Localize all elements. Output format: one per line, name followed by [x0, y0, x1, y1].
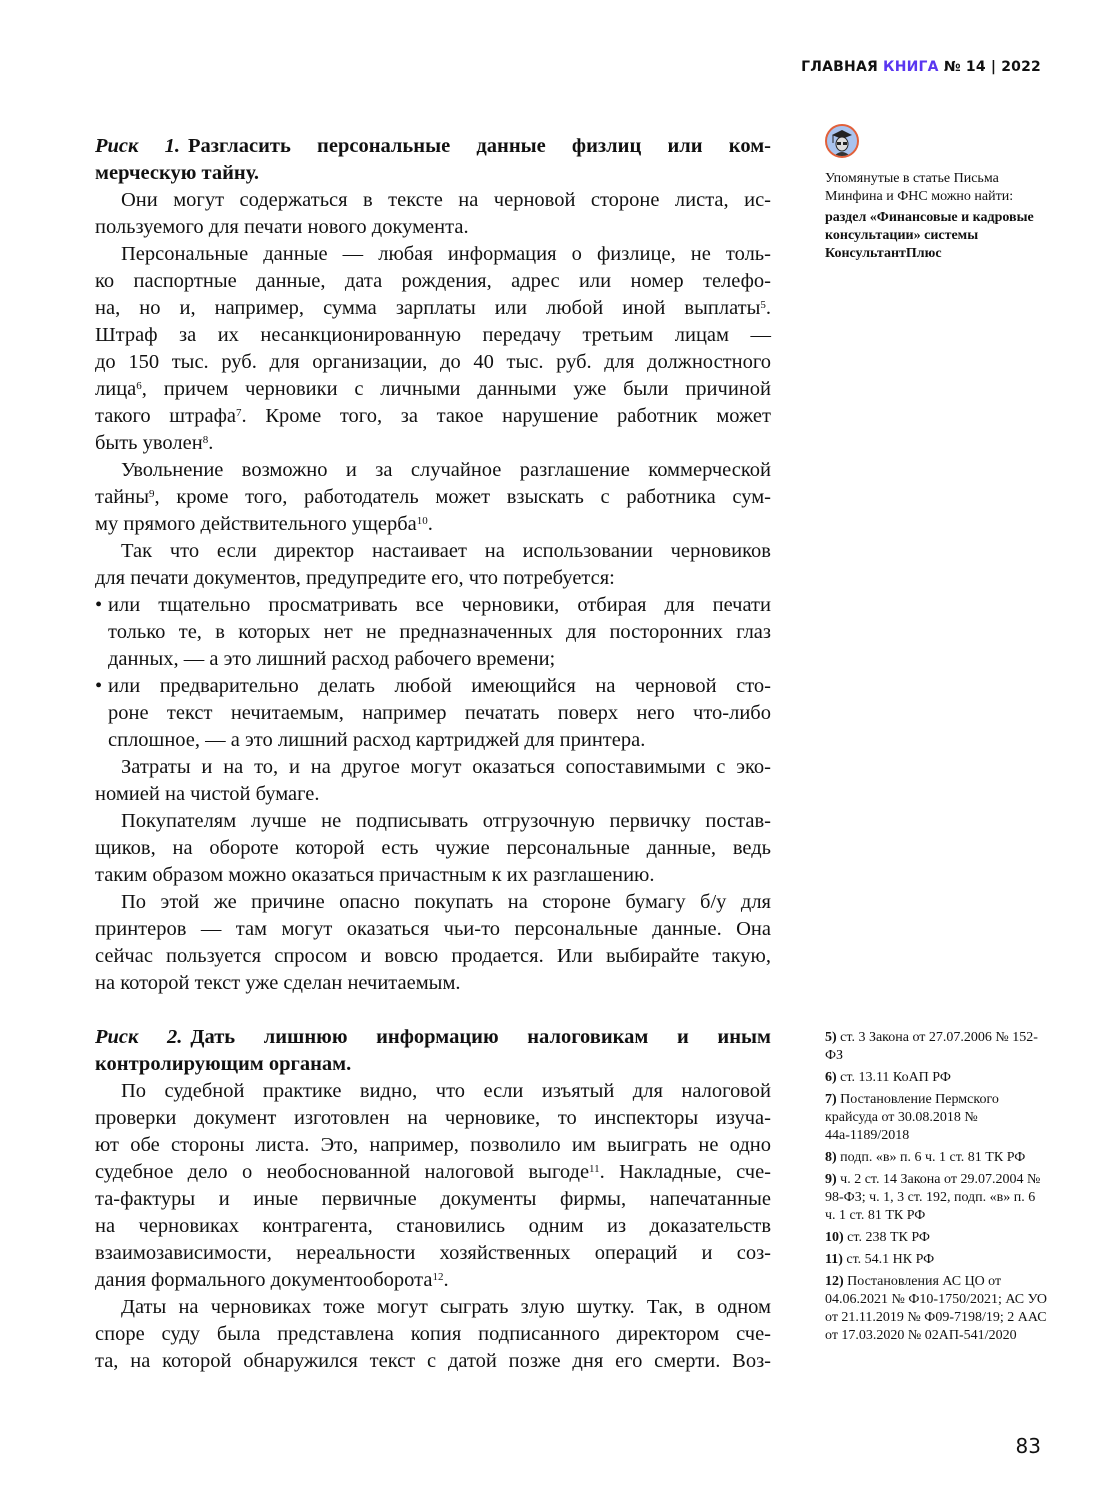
footnotes: [825, 1029, 1047, 1349]
bullet-item: [95, 592, 771, 673]
footnote-ref: 11: [589, 1163, 600, 1175]
footnote-text: ст. 54.1 НК РФ: [846, 1252, 935, 1267]
text-line: • или предварительно делать любой имеющийся на черновой сто-: [108, 675, 771, 697]
footnote: [825, 1029, 1047, 1065]
text-line: Затраты и на то, и на другое могут оказаться сопоставимыми с эко-: [121, 756, 771, 778]
text-line: дания формального документооборота$^{12}$.: [95, 1269, 449, 1291]
footnote-ref: 7: [236, 407, 242, 419]
text-line: для печати документов, предупредите его, что потребуется:: [95, 567, 615, 589]
article-body: [95, 133, 771, 1375]
footnote-number: 12): [825, 1274, 848, 1289]
text-line: на которой текст уже сделан нечитаемым.: [95, 972, 461, 994]
text-line: пользуемого для печати нового документа.: [95, 216, 469, 238]
text-line: та-фактуры и иные первичные документы фирмы, напечатанные: [95, 1188, 771, 1210]
paragraph: [95, 808, 771, 889]
footnote-number: 6): [825, 1070, 841, 1085]
footnote-text: ч. 2 ст. 14 Закона от 29.07.2004 № 98-ФЗ; ч. 1, 3 ст. 192, подп. «в» п. 6 ч. 1 ст. 81 ТК РФ: [825, 1172, 1041, 1223]
footnote-ref: 12: [432, 1271, 444, 1283]
footnote-ref: 8: [202, 434, 209, 446]
text-line: принтеров — там могут оказаться чьи-то персональные данные. Она: [95, 918, 771, 940]
sidebar-note-source: [825, 209, 1050, 263]
footnote-number: 11): [825, 1252, 847, 1267]
text-line: Покупателям лучше не подписывать отгрузочную первичку постав-: [121, 810, 771, 832]
footnote-number: 9): [825, 1172, 841, 1187]
footnote-text: Постановление Пермского крайсуда от 30.08.2018 № 44а-1189/2018: [825, 1092, 999, 1143]
footnote-text: подп. «в» п. 6 ч. 1 ст. 81 ТК РФ: [840, 1150, 1026, 1165]
text-line: до 150 тыс. руб. для организации, до 40 тыс. руб. для должностного: [95, 351, 771, 373]
running-header: [801, 59, 1041, 75]
footnote: [825, 1251, 1047, 1269]
section-heading: [95, 1024, 771, 1078]
text-line: сплошное, — а это лишний расход картриджей для принтера.: [108, 729, 646, 751]
text-line: му прямого действительного ущерба$^{10}$.: [95, 513, 433, 535]
footnote: [825, 1091, 1047, 1145]
footnote-text: ст. 13.11 КоАП РФ: [840, 1070, 951, 1085]
footnote-number: 8): [825, 1150, 841, 1165]
text-line: таким образом можно оказаться причастным к их разглашению.: [95, 864, 655, 886]
risk-label: Риск 2.: [95, 1026, 183, 1048]
text-line: ко паспортные данные, дата рождения, адрес или номер телефо-: [95, 270, 771, 292]
bullet-item: [95, 673, 771, 754]
section-heading: [95, 133, 771, 187]
footnote-number: 7): [825, 1092, 841, 1107]
risk-label: Риск 1.: [95, 135, 180, 157]
sidebar-note-bold: раздел «Финансовые и кадровые консультации» системы КонсультантПлюс: [825, 210, 1034, 261]
text-line: проверки документ изготовлен на черновике, то инспекторы изуча-: [95, 1107, 771, 1129]
footnote-text: ст. 3 Закона от 27.07.2006 № 152-ФЗ: [825, 1030, 1038, 1063]
footnote-ref: 10: [416, 515, 428, 527]
text-line: та, на которой обнаружился текст с датой позже дня его смерти. Воз-: [95, 1350, 771, 1372]
footnote: [825, 1069, 1047, 1087]
text-line: на черновиках контрагента, становились одним из доказательств: [95, 1215, 771, 1237]
text-line: лица$^6$, причем черновики с личными данными уже были причиной: [95, 378, 771, 400]
text-line: Увольнение возможно и за случайное разглашение коммерческой: [121, 459, 771, 481]
text-line: Риск 1. Разгласить персональные данные физлиц или ком-: [95, 135, 771, 157]
text-line: быть уволен$^8$.: [95, 432, 214, 454]
text-line: судебное дело о необоснованной налоговой выгоде$^{11}$. Накладные, сче-: [95, 1161, 771, 1183]
footnote: [825, 1229, 1047, 1247]
paragraph: [95, 187, 771, 241]
text-line: тайны$^9$, кроме того, работодатель может взыскать с работника сум-: [95, 486, 771, 508]
footnote-text: ст. 238 ТК РФ: [847, 1230, 930, 1245]
text-line: на, но и, например, сумма зарплаты или любой иной выплаты$^5$.: [95, 297, 771, 319]
text-line: • или тщательно просматривать все черновики, отбирая для печати: [108, 594, 771, 616]
text-line: взаимозависимости, нереальности хозяйственных операций и соз-: [95, 1242, 771, 1264]
expert-avatar-icon: [825, 124, 859, 158]
paragraph: [95, 457, 771, 538]
text-line: мерческую тайну.: [95, 162, 260, 184]
footnote: [825, 1149, 1047, 1167]
paragraph: [95, 889, 771, 997]
sidebar-note: [825, 170, 1050, 263]
brand-main: ГЛАВНАЯ: [801, 59, 878, 75]
text-line: споре суду была представлена копия подписанного директором сче-: [95, 1323, 771, 1345]
section-gap: [95, 997, 771, 1024]
text-line: данных, — а это лишний расход рабочего времени;: [108, 648, 556, 670]
text-line: щиков, на обороте которой есть чужие персональные данные, ведь: [95, 837, 771, 859]
text-line: такого штрафа$^7$. Кроме того, за такое нарушение работник может: [95, 405, 771, 427]
sidebar-note-text: Упомянутые в статье Письма Минфина и ФНС можно найти:: [825, 171, 1014, 204]
text-line: Персональные данные — любая информация о физлице, не толь-: [121, 243, 771, 265]
paragraph: [95, 754, 771, 808]
brand-accent: КНИГА: [883, 59, 939, 75]
paragraph: [95, 1078, 771, 1294]
text-line: сейчас пользуется спросом и вовсю продается. Или выбирайте такую,: [95, 945, 771, 967]
issue-number: № 14 | 2022: [943, 59, 1041, 75]
text-line: номией на чистой бумаге.: [95, 783, 320, 805]
text-line: Риск 2. Дать лишнюю информацию налоговикам и иным: [95, 1026, 771, 1048]
text-line: Так что если директор настаивает на использовании черновиков: [121, 540, 771, 562]
text-line: Они могут содержаться в тексте на черновой стороне листа, ис-: [121, 189, 771, 211]
paragraph: [95, 1294, 771, 1375]
text-line: только те, в которых нет не предназначенных для посторонних глаз: [108, 621, 771, 643]
footnote-ref: 5: [760, 299, 766, 311]
footnote-ref: 9: [149, 488, 155, 500]
paragraph: [95, 241, 771, 457]
text-line: По судебной практике видно, что если изъятый для налоговой: [121, 1080, 771, 1102]
text-line: ют обе стороны листа. Это, например, позволило им выиграть не одно: [95, 1134, 771, 1156]
page-number: 83: [1015, 1434, 1041, 1458]
footnote-number: 10): [825, 1230, 848, 1245]
footnote: [825, 1273, 1047, 1345]
text-line: роне текст нечитаемым, например печатать поверх него что-либо: [108, 702, 771, 724]
footnote: [825, 1171, 1047, 1225]
paragraph: [95, 538, 771, 592]
text-line: контролирующим органам.: [95, 1053, 352, 1075]
footnote-ref: 6: [136, 380, 142, 392]
text-line: По этой же причине опасно покупать на стороне бумагу б/у для: [121, 891, 771, 913]
footnote-text: Постановления АС ЦО от 04.06.2021 № Ф10-1750/2021; АС УО от 21.11.2019 № Ф09-7198/19; 2 ААС от 17.03.2020 № 02АП-541/2020: [825, 1274, 1047, 1343]
text-line: Даты на черновиках тоже могут сыграть злую шутку. Так, в одном: [121, 1296, 771, 1318]
text-line: Штраф за их несанкционированную передачу третьим лицам —: [95, 324, 771, 346]
footnote-number: 5): [825, 1030, 841, 1045]
